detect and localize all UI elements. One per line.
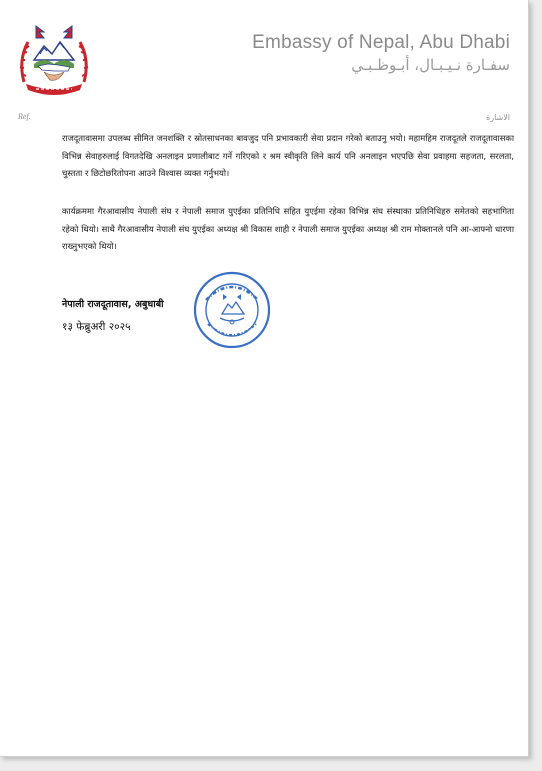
signatory-name: नेपाली राजदूतावास, अबुधाबी [62, 299, 164, 310]
reference-label: Ref. [18, 112, 31, 121]
body-paragraph-1: राजदूतावासमा उपलब्ध सीमित जनशक्ति र स्रोतसाधनका बावजुद पनि प्रभावकारी सेवा प्रदान गरेको बताउनु भयो। महामहिम राजदूतले राजदूतावासका विभिन्न सेवाहरुलाई विगतदेखि अनलाइन प्रणालीबाट गर्ने गरिएको र श्रम स्वीकृति लिने कार्य पनि अनलाइन भएपछि सेवा प्रवाहमा सहजता, सरलता, चुस्तता र छिटोछरितोपना आउने विश्वास व्यक्त गर्नुभयो। [62, 133, 514, 179]
embassy-seal-stamp-icon [192, 270, 272, 350]
embassy-title-arabic: سفـارة نـيـبـال، أبـوظـبـي [351, 56, 510, 74]
embassy-title-english: Embassy of Nepal, Abu Dhabi [252, 32, 510, 53]
nepal-emblem-icon [14, 20, 94, 100]
body-paragraph-2: कार्यक्रममा गैरआवासीय नेपाली संघ र नेपाली समाज युएईका प्रतिनिधि सहित युएईमा रहेका विभिन्न संघ संस्थाका प्रतिनिधिहरु समेतको सहभागिता रहेको थियो। साथै गैरआवासीय नेपाली संघ युएईका अध्यक्ष श्री विकास शाही र नेपाली समाज युएईका अध्यक्ष श्री राम मोक्तानले पनि आ-आफ्नो धारणा राख्नुभएको थियो। [62, 206, 514, 252]
letter-date: १३ फेब्रुअरी २०२५ [62, 321, 131, 333]
reference-label-arabic: الاشارة [486, 113, 510, 122]
